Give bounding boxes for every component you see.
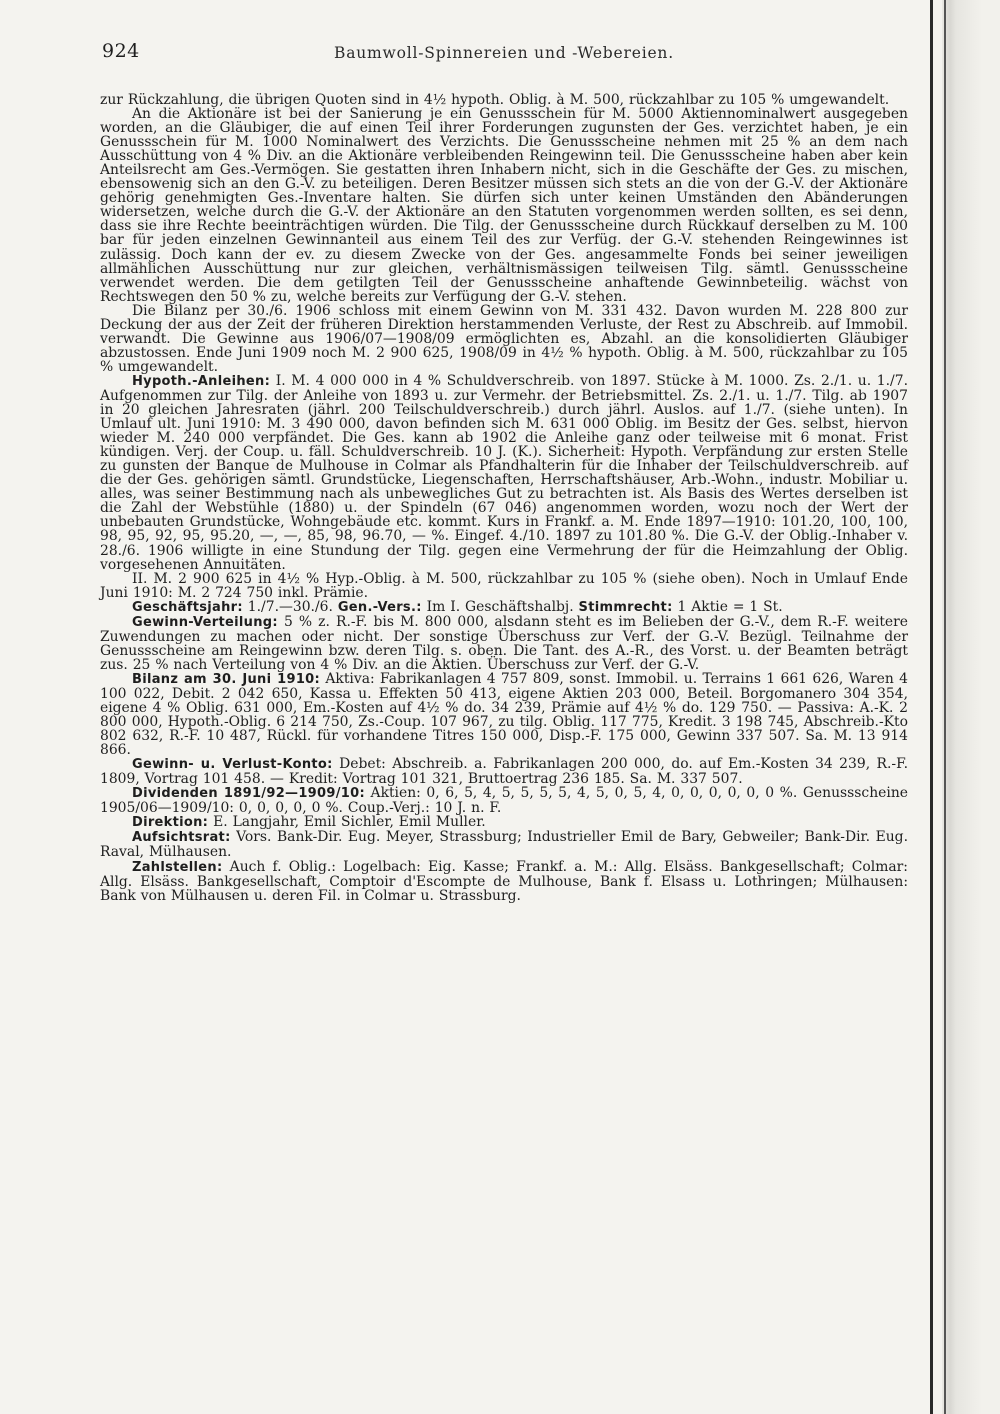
document-page	[100, 40, 908, 903]
paragraph-bilanz: Bilanz am 30. Juni 1910: Aktiva: Fabrikanlagen 4 757 809, sonst. Immobil. u. Terrains 1 661 626, Waren 4 100 022, Debit. 2 042 650, Kassa u. Effekten 50 413, eigene Aktien 203 000, Beteil. Borgomanero 304 354, eigene 4 % Oblig. 631 000, Em.-Kosten auf 4½ % do. 34 239, Prämie auf 4½ % do. 129 750. — Passiva: A.-K. 2 800 000, Hypoth.-Oblig. 6 214 750, Zs.-Coup. 107 967, zu tilg. Oblig. 117 775, Kredit. 3 198 745, Abschreib.-Kto 802 632, R.-F. 10 487, Rückl. für vorhandene Titres 150 000, Disp.-F. 175 000, Gewinn 337 507. Sa. M. 13 914 866.	[100, 670, 908, 759]
paragraph-zahlstellen: Zahlstellen: Auch f. Oblig.: Logelbach: Eig. Kasse; Frankf. a. M.: Allg. Elsäss. Bankgesellschaft; Colmar: Allg. Elsäss. Bankgesellschaft, Comptoir d'Escompte de Mulhouse, Bank f. Elsass u. Lothringen; Mülhausen: Bank von Mülhausen u. deren Fil. in Colmar u. Strassburg.	[100, 858, 908, 904]
scan-edge-line	[944, 0, 946, 1414]
paragraph-aufsichtsrat: Aufsichtsrat: Vors. Bank-Dir. Eug. Meyer, Strassburg; Industrieller Emil de Bary, Gebweiler; Bank-Dir. Eug. Raval, Mülhausen.	[100, 829, 908, 861]
page-number: 924	[102, 40, 140, 62]
section-label: Stimmrecht:	[578, 599, 673, 615]
body-text	[100, 93, 908, 903]
section-label: Dividenden 1891/92—1909/10:	[132, 786, 365, 802]
section-label: Gewinn- u. Verlust-Konto:	[132, 757, 333, 773]
section-label: Direktion:	[132, 815, 209, 831]
running-title: Baumwoll-Spinnereien und -Webereien.	[334, 44, 674, 62]
paragraph: An die Aktionäre ist bei der Sanierung je ein Genussschein für M. 5000 Aktiennominalwert ausgegeben worden, an die Gläubiger, die auf einen Teil ihrer Forderungen zugunsten der Ges. verzichtet haben, je ein Genussschein für M. 1000 Nominalwert des Verzichts. Die Genussscheine nehmen mit 25 % an dem nach Ausschüttung von 4 % Div. an die Aktionäre verbleibenden Reingewinn teil. Die Genussscheine haben aber kein Anteilsrecht am Ges.-Vermögen. Sie gestatten ihren Inhabern nicht, sich in die Geschäfte der Ges. zu mischen, ebensowenig sich an den G.-V. zu beteiligen. Deren Besitzer müssen sich stets an die von der G.-V. der Aktionäre gehörig genehmigten Ges.-Inventare halten. Sie dürfen sich unter keinen Umständen den Abänderungen widersetzen, welche durch die G.-V. der Aktionäre an den Statuten vorgenommen werden sollten, es sei denn, dass sie ihre Rechte beeinträchtigen würden. Die Tilg. der Genussscheine durch Rückkauf derselben zu M. 100 bar für jeden einzelnen Gewinnanteil aus einem Teil des zur Verfüg. der G.-V. stehenden Reingewinnes ist zulässig. Doch kann der ev. zu diesem Zwecke von der Ges. angesammelte Fonds bei seiner jeweiligen allmählichen Ausschüttung nur zur gleichen, verhältnismässigen teilweisen Tilg. sämtl. Genussscheine verwendet werden. Die dem getilgten Teil der Genussscheine anhaftende Gewinnbeteilig. wächst von Rechtswegen den 50 % zu, welche bereits zur Verfügung der G.-V. stehen.	[100, 106, 908, 305]
section-label: Bilanz am 30. Juni 1910:	[132, 671, 321, 687]
section-label: Aufsichtsrat:	[132, 830, 231, 846]
section-label: Zahlstellen:	[132, 859, 223, 875]
paragraph-dividenden: Dividenden 1891/92—1909/10: Aktien: 0, 6, 5, 4, 5, 5, 5, 5, 4, 5, 0, 5, 4, 0, 0, 0, 0, 0, 0 %. Genussscheine 1905/06—1909/10: 0, 0, 0, 0, 0 %. Coup.-Verj.: 10 J. n. F.	[100, 785, 908, 817]
paragraph: II. M. 2 900 625 in 4½ % Hyp.-Oblig. à M. 500, rückzahlbar zu 105 % (siehe oben). Noch in Umlauf Ende Juni 1910: M. 2 724 750 inkl. Prämie.	[100, 570, 908, 601]
section-label: Geschäftsjahr:	[132, 599, 243, 615]
paragraph-gewinn-verlust-konto: Gewinn- u. Verlust-Konto: Debet: Abschreib. a. Fabrikanlagen 200 000, do. auf Em.-Kosten 34 239, R.-F. 1809, Vortrag 101 458. — Kredit: Vortrag 101 321, Bruttoertrag 236 185. Sa. M. 337 507.	[100, 756, 908, 788]
paragraph-geschaeftsjahr: Geschäftsjahr: 1./7.—30./6. Gen.-Vers.: Im I. Geschäftshalbj. Stimmrecht: 1 Aktie = 1 St.	[132, 598, 783, 615]
section-label: Gewinn-Verteilung:	[132, 614, 278, 630]
paragraph-hypoth-anleihen: Hypoth.-Anleihen: I. M. 4 000 000 in 4 % Schuldverschreib. von 1897. Stücke à M. 1000. Zs. 2./1. u. 1./7. Aufgenommen zur Tilg. der Anleihe von 1893 u. zur Vermehr. der Betriebsmittel. Zs. 2./1. u. 1./7. Tilg. ab 1907 in 20 gleichen Jahresraten (jährl. 200 Teilschuldverschreib.) durch jährl. Auslos. auf 1./7. (siehe unten). In Umlauf ult. Juni 1910: M. 3 490 000, davon befinden sich M. 631 000 Oblig. im Besitz der Ges. selbst, hiervon wieder M. 240 000 verpfändet. Die Ges. kann ab 1902 die Anleihe ganz oder teilweise mit 6 monat. Frist kündigen. Verj. der Coup. u. fäll. Schuldverschreib. 10 J. (K.). Sicherheit: Hypoth. Verpfändung zur ersten Stelle zu gunsten der Banque de Mulhouse in Colmar als Pfandhalterin für die Inhaber der Teilschuldverschreib. auf die der Ges. gehörigen sämtl. Grundstücke, Liegenschaften, Herrschaftshäuser, Arb.-Wohn., industr. Mobiliar u. alles, was seiner Bestimmung nach als unbewegliches Gut zu betrachten ist. Als Basis des Wertes derselben ist die Zahl der Webstühle (1880) u. der Spindeln (67 046) angenommen worden, wozu noch der Wert der unbebauten Grundstücke, Wohngebäude etc. kommt. Kurs in Frankf. a. M. Ende 1897—1910: 101.20, 100, 100, 98, 95, 92, 95, 95.20, —, —, 85, 98, 96.70, — %. Eingef. 4./10. 1897 zu 101.80 %. Die G.-V. der Oblig.-Inhaber v. 28./6. 1906 willigte in eine Stundung der Tilg. gegen eine Vermehrung der für die Heimzahlung der Oblig. vorgesehenen Annuitäten.	[100, 372, 908, 573]
paragraph-gewinn-verteilung: Gewinn-Verteilung: 5 % z. R.-F. bis M. 800 000, alsdann steht es im Belieben der G.-V., dem R.-F. weitere Zuwendungen zu machen oder nicht. Der sonstige Überschuss zur Verf. der G.-V. Bezügl. Teilnahme der Genussscheine am Reingewinn bzw. deren Tilg. s. oben. Die Tant. des A.-R., des Vorst. u. der Beamten beträgt zus. 25 % nach Verteilung von 4 % Div. an die Aktien. Überschuss zur Verf. der G.-V.	[100, 613, 908, 673]
section-label: Gen.-Vers.:	[337, 599, 422, 615]
paragraph: zur Rückzahlung, die übrigen Quoten sind in 4½ hypoth. Oblig. à M. 500, rückzahlbar zu 105 % umgewandelt.	[100, 92, 890, 108]
scan-edge-line	[930, 0, 933, 1414]
scan-page-edge	[942, 0, 1000, 1414]
section-label: Hypoth.-Anleihen:	[132, 373, 271, 389]
page-header	[100, 40, 908, 74]
paragraph-direktion: Direktion: E. Langjahr, Emil Sichler, Emil Muller.	[132, 814, 486, 831]
paragraph: Die Bilanz per 30./6. 1906 schloss mit einem Gewinn von M. 331 432. Davon wurden M. 228 800 zur Deckung der aus der Zeit der früheren Direktion herstammenden Verluste, der Rest zu Abschreib. auf Immobil. verwandt. Die Gewinne aus 1906/07—1908/09 ermöglichten es, Abzahl. an die konsolidierten Gläubiger abzustossen. Ende Juni 1909 noch M. 2 900 625, 1908/09 in 4½ % hypoth. Oblig. à M. 500, rückzahlbar zu 105 % umgewandelt.	[100, 302, 908, 375]
